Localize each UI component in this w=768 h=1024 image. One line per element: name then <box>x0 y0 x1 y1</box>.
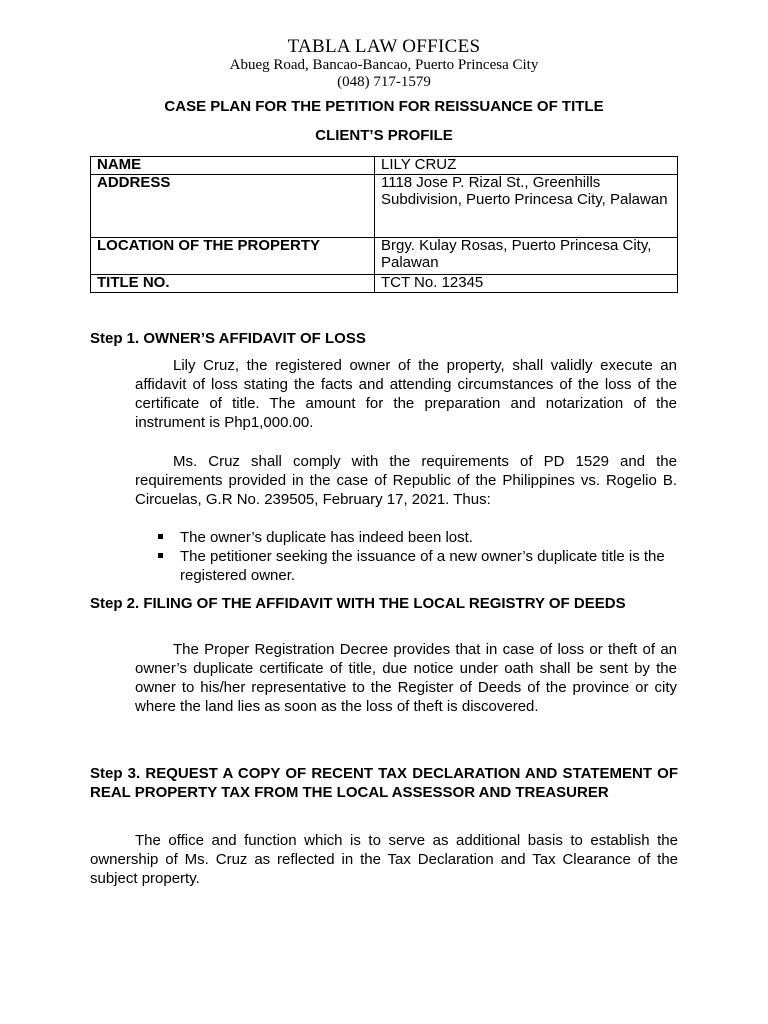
document-title: CASE PLAN FOR THE PETITION FOR REISSUANCE OF TITLE <box>164 98 604 115</box>
step3-paragraph: The office and function which is to serve as additional basis to establish the ownership of Ms. Cruz as reflected in the Tax Declaration and Tax Clearance of the subject property. <box>90 832 678 887</box>
square-bullet-icon <box>158 534 163 539</box>
step1-paragraph-2: Ms. Cruz shall comply with the requirements of PD 1529 and the requirements provided in the case of Republic of the Philippines vs. Rogelio B. Circuelas, G.R No. 239505, February 17, 2021. Thus: <box>135 453 677 508</box>
firm-address: Abueg Road, Bancao-Bancao, Puerto Princesa City <box>229 57 539 73</box>
client-profile-table <box>90 156 678 293</box>
step1-heading: Step 1. OWNER’S AFFIDAVIT OF LOSS <box>90 330 366 347</box>
table-row <box>91 238 678 275</box>
step2-paragraph: The Proper Registration Decree provides that in case of loss or theft of an owner’s duplicate certificate of title, due notice under oath shall be sent by the owner to his/her representative to the Register of Deeds of the province or city where the land lies as soon as the loss of theft is discovered. <box>135 641 677 715</box>
step1-bullet-list <box>158 528 678 585</box>
step2-heading: Step 2. FILING OF THE AFFIDAVIT WITH THE LOCAL REGISTRY OF DEEDS <box>90 595 626 612</box>
list-item <box>158 528 678 547</box>
table-row <box>91 175 678 238</box>
table-row <box>91 275 678 293</box>
profile-section-title: CLIENT’S PROFILE <box>315 127 453 144</box>
row-value: TCT No. 12345 <box>375 275 678 293</box>
row-value: LILY CRUZ <box>375 157 678 175</box>
step3-heading: Step 3. REQUEST A COPY OF RECENT TAX DECLARATION AND STATEMENT OF REAL PROPERTY TAX FROM THE LOCAL ASSESSOR AND TREASURER <box>90 765 678 801</box>
row-label: ADDRESS <box>91 175 375 238</box>
step1-paragraph-1: Lily Cruz, the registered owner of the property, shall validly execute an affidavit of loss stating the facts and attending circumstances of the loss of the certificate of title. The amount for the preparation and notarization of the instrument is Php1,000.00. <box>135 357 677 431</box>
row-value: Brgy. Kulay Rosas, Puerto Princesa City, Palawan <box>375 238 678 275</box>
row-value: 1118 Jose P. Rizal St., Greenhills Subdivision, Puerto Princesa City, Palawan <box>375 175 678 238</box>
firm-name: TABLA LAW OFFICES <box>287 36 481 57</box>
table-row <box>91 157 678 175</box>
bullet-text: The petitioner seeking the issuance of a new owner’s duplicate title is the registered owner. <box>180 548 665 584</box>
firm-phone: (048) 717-1579 <box>337 74 431 90</box>
list-item <box>158 547 678 585</box>
row-label: TITLE NO. <box>91 275 375 293</box>
bullet-text: The owner’s duplicate has indeed been lost. <box>180 529 473 546</box>
row-label: LOCATION OF THE PROPERTY <box>91 238 375 275</box>
square-bullet-icon <box>158 553 163 558</box>
row-label: NAME <box>91 157 375 175</box>
